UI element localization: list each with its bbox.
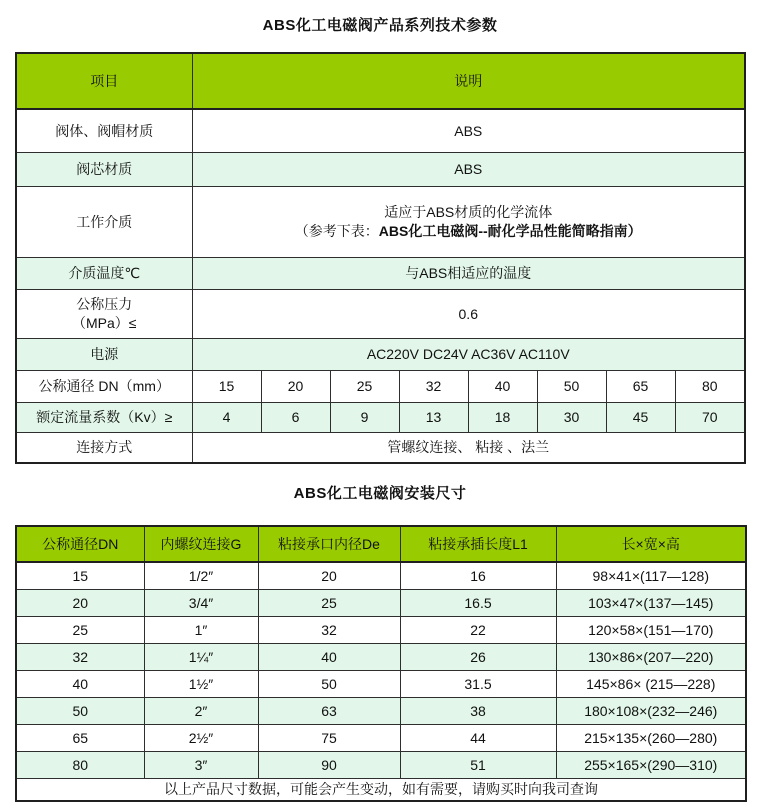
table-row-dn20 [16, 590, 746, 617]
dim-cell: 63 [258, 698, 400, 725]
dim-cell: 1″ [144, 617, 258, 644]
dim-cell: 1¼″ [144, 644, 258, 671]
dn-value: 20 [261, 371, 330, 403]
dim-cell: 3/4″ [144, 590, 258, 617]
dim-cell: 2″ [144, 698, 258, 725]
table-row-nominal-pressure [16, 290, 745, 339]
pressure-label-line2: （MPa）≤ [72, 315, 137, 331]
dim-cell: 31.5 [400, 671, 556, 698]
dim-cell: 75 [258, 725, 400, 752]
row-value: ABS [192, 153, 745, 187]
working-medium-line2-bold: ABS化工电磁阀--耐化学品性能简略指南） [378, 223, 642, 239]
working-medium-line1: 适应于ABS材质的化学流体 [384, 204, 553, 221]
pressure-label-line1: 公称压力 [76, 296, 133, 313]
dn-value: 40 [468, 371, 537, 403]
kv-value: 6 [261, 403, 330, 433]
row-label: 阀芯材质 [16, 153, 192, 187]
dim-cell: 26 [400, 644, 556, 671]
row-value: 管螺纹连接、 粘接 、法兰 [192, 433, 745, 464]
dim-cell: 65 [16, 725, 144, 752]
dim-header-socket-diameter: 粘接承口内径De [258, 526, 400, 562]
dn-value: 25 [330, 371, 399, 403]
dim-cell: 51 [400, 752, 556, 779]
dim-cell: 40 [258, 644, 400, 671]
kv-value: 18 [468, 403, 537, 433]
dn-value: 32 [399, 371, 468, 403]
row-label: 阀体、阀帽材质 [16, 109, 192, 153]
dn-value: 15 [192, 371, 261, 403]
dim-cell: 215×135×(260—280) [556, 725, 746, 752]
table-row-footer-note [16, 779, 746, 801]
dim-header-insert-length: 粘接承插长度L1 [400, 526, 556, 562]
table-row-flow-coefficient [16, 403, 745, 433]
dim-cell: 1½″ [144, 671, 258, 698]
kv-value: 4 [192, 403, 261, 433]
dimension-header-row [16, 526, 746, 562]
dim-cell: 98×41×(117—128) [556, 562, 746, 590]
spec-header-description: 说明 [192, 53, 745, 109]
dim-cell: 120×58×(151—170) [556, 617, 746, 644]
dim-cell: 50 [16, 698, 144, 725]
spec-header-row [16, 53, 745, 109]
spec-table-title: ABS化工电磁阀产品系列技术参数 [262, 17, 498, 34]
table-row-power-supply [16, 339, 745, 371]
working-medium-line2-prefix: （参考下表： [294, 223, 379, 239]
table-row-dn25 [16, 617, 746, 644]
dim-header-dn: 公称通径DN [16, 526, 144, 562]
dim-cell: 20 [258, 562, 400, 590]
table-row-dn80 [16, 752, 746, 779]
dn-value: 65 [606, 371, 675, 403]
kv-value: 45 [606, 403, 675, 433]
dim-cell: 16 [400, 562, 556, 590]
kv-value: 70 [675, 403, 745, 433]
table-row-working-medium [16, 187, 745, 258]
kv-value: 13 [399, 403, 468, 433]
row-value [192, 187, 745, 258]
row-value: AC220V DC24V AC36V AC110V [192, 339, 745, 371]
dimension-table-title: ABS化工电磁阀安装尺寸 [293, 485, 467, 502]
dn-value: 50 [537, 371, 606, 403]
row-label: 额定流量系数（Kv）≥ [16, 403, 192, 433]
row-label: 工作介质 [16, 187, 192, 258]
dim-cell: 3″ [144, 752, 258, 779]
dim-cell: 40 [16, 671, 144, 698]
table-row-nominal-dn [16, 371, 745, 403]
table-row-medium-temp [16, 258, 745, 290]
row-value: 与ABS相适应的温度 [192, 258, 745, 290]
table-row-dn50 [16, 698, 746, 725]
dim-cell: 38 [400, 698, 556, 725]
dim-cell: 90 [258, 752, 400, 779]
table-row-dn65 [16, 725, 746, 752]
dim-header-lwh: 长×宽×高 [556, 526, 746, 562]
dim-cell: 80 [16, 752, 144, 779]
footer-note: 以上产品尺寸数据，可能会产生变动，如有需要，请购买时向我司查询 [16, 779, 746, 801]
dim-cell: 22 [400, 617, 556, 644]
dim-cell: 1/2″ [144, 562, 258, 590]
dim-cell: 255×165×(290—310) [556, 752, 746, 779]
dim-cell: 130×86×(207—220) [556, 644, 746, 671]
dn-value: 80 [675, 371, 745, 403]
row-value: ABS [192, 109, 745, 153]
dim-cell: 20 [16, 590, 144, 617]
table-row-dn15 [16, 562, 746, 590]
dim-cell: 180×108×(232—246) [556, 698, 746, 725]
table-row-dn32 [16, 644, 746, 671]
dim-cell: 15 [16, 562, 144, 590]
table-row-body-material [16, 109, 745, 153]
dim-cell: 2½″ [144, 725, 258, 752]
dim-cell: 44 [400, 725, 556, 752]
row-value: 0.6 [192, 290, 745, 339]
dim-cell: 16.5 [400, 590, 556, 617]
row-label: 公称通径 DN（mm） [16, 371, 192, 403]
spec-table [15, 52, 746, 464]
table-row-dn40 [16, 671, 746, 698]
row-label: 电源 [16, 339, 192, 371]
table-row-core-material [16, 153, 745, 187]
kv-value: 30 [537, 403, 606, 433]
dim-cell: 32 [258, 617, 400, 644]
dimension-table [15, 525, 747, 802]
working-medium-line2 [197, 222, 741, 241]
kv-value: 9 [330, 403, 399, 433]
dim-header-thread: 内螺纹连接G [144, 526, 258, 562]
dim-cell: 145×86× (215—228) [556, 671, 746, 698]
dim-cell: 103×47×(137—145) [556, 590, 746, 617]
table-row-connection [16, 433, 745, 464]
dim-cell: 25 [16, 617, 144, 644]
row-label: 连接方式 [16, 433, 192, 464]
dim-cell: 32 [16, 644, 144, 671]
spec-header-item: 项目 [16, 53, 192, 109]
dim-cell: 50 [258, 671, 400, 698]
dim-cell: 25 [258, 590, 400, 617]
row-label: 介质温度℃ [16, 258, 192, 290]
row-label [16, 290, 192, 339]
